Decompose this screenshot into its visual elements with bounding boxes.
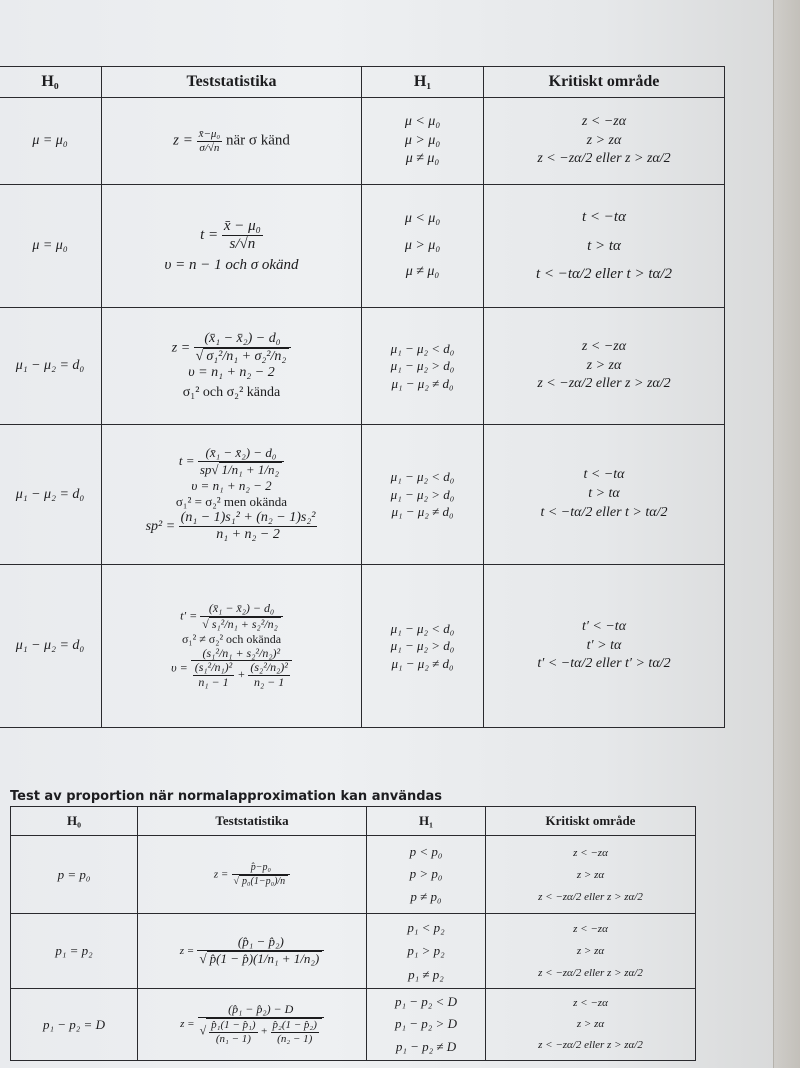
denominator: 1/n₁ + 1/n₂ bbox=[219, 462, 283, 478]
header-test-statistic: Teststatistika bbox=[138, 807, 367, 836]
header-h1: H₁ bbox=[367, 807, 486, 836]
statistic-cell bbox=[102, 308, 362, 425]
table-row bbox=[11, 914, 696, 989]
list-item: p₁ − p₂ ≠ D bbox=[395, 1038, 457, 1054]
statistic-cell bbox=[138, 836, 367, 914]
list-item: z > zα bbox=[576, 868, 605, 881]
list-item: z > zα bbox=[586, 132, 622, 148]
h0-cell: μ₁ − μ₂ = d₀ bbox=[0, 425, 102, 565]
sqrt-icon: √ bbox=[202, 616, 209, 631]
statistic-lhs: z = bbox=[171, 340, 191, 356]
fraction bbox=[209, 1019, 257, 1045]
plus-sign: + bbox=[260, 1025, 268, 1038]
header-test-statistic: Teststatistika bbox=[102, 67, 362, 98]
critical-region-cell bbox=[486, 836, 696, 914]
list-item: t < −tα/2 eller t > tα/2 bbox=[540, 504, 668, 520]
list-item: p₁ − p₂ < D bbox=[395, 994, 457, 1010]
critical-region-cell bbox=[484, 425, 725, 565]
list-item: μ₁ − μ₂ > d₀ bbox=[390, 638, 455, 654]
list-item: z < −zα bbox=[573, 923, 608, 935]
hypothesis-test-table bbox=[0, 66, 725, 728]
numerator: x̄ − μ₀ bbox=[223, 217, 261, 234]
h0-cell: p₁ − p₂ = D bbox=[11, 989, 138, 1061]
fraction bbox=[248, 661, 290, 690]
numerator: (s₁²/n₁ + s₂²/n₂)² bbox=[202, 645, 281, 660]
denominator: σ₁²/n₁ + σ₂²/n₂ bbox=[203, 348, 289, 365]
list-item: μ₁ − μ₂ ≠ d₀ bbox=[391, 655, 454, 671]
list-item: t > tα bbox=[587, 237, 621, 254]
fraction bbox=[232, 862, 291, 887]
list-item: p₁ − p₂ > D bbox=[395, 1016, 457, 1032]
sqrt-icon: √ bbox=[233, 875, 240, 887]
pooled-sd: sp bbox=[199, 461, 212, 477]
list-item: μ₁ − μ₂ < d₀ bbox=[390, 340, 455, 356]
degrees-of-freedom: υ = n₁ + n₂ − 2 bbox=[188, 365, 275, 381]
h0-cell: μ₁ − μ₂ = d₀ bbox=[0, 565, 102, 728]
pooled-variance-lhs: sp² = bbox=[145, 518, 176, 534]
critical-region-cell bbox=[484, 308, 725, 425]
h1-cell bbox=[362, 565, 484, 728]
list-item: t′ < −tα/2 eller t′ > tα/2 bbox=[537, 656, 671, 672]
h1-cell bbox=[362, 308, 484, 425]
section-caption: Test av proportion när normalapproximation kan användas bbox=[10, 789, 443, 804]
statistic-cell bbox=[102, 98, 362, 185]
numerator: (x̄₁ − x̄₂) − d₀ bbox=[208, 601, 275, 615]
list-item: p₁ < p₂ bbox=[407, 919, 445, 935]
critical-region-cell bbox=[484, 98, 725, 185]
denominator: σ/√n bbox=[197, 141, 223, 155]
list-item: μ > μ₀ bbox=[404, 132, 441, 148]
fraction bbox=[222, 218, 263, 254]
numerator: p̂−p₀ bbox=[250, 862, 271, 873]
sqrt-icon: √ bbox=[211, 461, 219, 477]
list-item: p > p₀ bbox=[409, 866, 443, 882]
list-item: z < −zα/2 eller z > zα/2 bbox=[537, 151, 671, 167]
list-item: z > zα bbox=[586, 357, 622, 373]
table-row bbox=[0, 185, 725, 308]
list-item: t < −tα bbox=[583, 467, 625, 483]
list-item: μ ≠ μ₀ bbox=[405, 264, 440, 280]
condition: σ₁² = σ₂² men okända bbox=[175, 493, 288, 509]
list-item: z > zα bbox=[576, 945, 605, 957]
statistic-cell bbox=[102, 425, 362, 565]
list-item: z < −zα/2 eller z > zα/2 bbox=[537, 376, 671, 392]
numerator: (s₁²/n₁)² bbox=[194, 660, 233, 675]
list-item: μ₁ − μ₂ > d₀ bbox=[390, 358, 455, 374]
h0-cell: μ₁ − μ₂ = d₀ bbox=[0, 308, 102, 425]
list-item: t′ < −tα bbox=[581, 618, 627, 634]
denominator: (n₂ − 1) bbox=[271, 1032, 319, 1046]
h0-cell: p = p₀ bbox=[11, 836, 138, 914]
header-critical-region: Kritiskt område bbox=[486, 807, 696, 836]
list-item: z < −zα bbox=[581, 113, 627, 129]
statistic-cell bbox=[102, 565, 362, 728]
h0-cell: μ = μ₀ bbox=[0, 98, 102, 185]
h0-cell: μ = μ₀ bbox=[0, 185, 102, 308]
list-item: μ > μ₀ bbox=[404, 237, 441, 253]
list-item: z < −zα bbox=[581, 338, 627, 354]
degrees-of-freedom: υ = n₁ + n₂ − 2 bbox=[191, 477, 272, 493]
denominator: p̂(1 − p̂)(1/n₁ + 1/n₂) bbox=[207, 951, 323, 967]
table-row bbox=[11, 989, 696, 1061]
table-header-row bbox=[11, 807, 696, 836]
denominator: (n₁ − 1) bbox=[209, 1032, 257, 1046]
list-item: μ₁ − μ₂ > d₀ bbox=[390, 486, 455, 502]
list-item: p₁ ≠ p₂ bbox=[408, 966, 444, 982]
welch-fraction bbox=[191, 647, 292, 690]
h1-cell bbox=[362, 98, 484, 185]
denominator: s₁²/n₁ + s₂²/n₂ bbox=[209, 617, 281, 632]
condition: σ₁² ≠ σ₂² och okända bbox=[181, 631, 282, 646]
list-item: t < −tα bbox=[582, 209, 626, 226]
list-item: p < p₀ bbox=[409, 844, 443, 860]
table-header-row bbox=[0, 67, 725, 98]
numerator: (s₂²/n₂)² bbox=[250, 660, 288, 675]
list-item: t′ > tα bbox=[586, 637, 622, 653]
table-row bbox=[0, 308, 725, 425]
h1-cell bbox=[362, 425, 484, 565]
fraction bbox=[193, 661, 235, 690]
critical-region-cell bbox=[486, 989, 696, 1061]
numerator: (p̂₁ − p̂₂) − D bbox=[228, 1002, 294, 1017]
denominator: s/√n bbox=[222, 235, 263, 253]
header-h1: H₁ bbox=[362, 67, 484, 98]
statistic-lhs: t = bbox=[178, 452, 195, 468]
fraction bbox=[197, 935, 324, 967]
header-h0: H₀ bbox=[11, 807, 138, 836]
plus-sign: + bbox=[237, 667, 246, 682]
list-item: p ≠ p₀ bbox=[410, 888, 442, 904]
fraction bbox=[179, 510, 318, 543]
h0-cell: p₁ = p₂ bbox=[11, 914, 138, 989]
list-item: μ₁ − μ₂ ≠ d₀ bbox=[391, 375, 454, 391]
statistic-cell bbox=[138, 914, 367, 989]
list-item: μ₁ − μ₂ ≠ d₀ bbox=[391, 504, 454, 520]
numerator: (p̂₁ − p̂₂) bbox=[237, 934, 284, 950]
list-item: z < −zα/2 eller z > zα/2 bbox=[538, 967, 643, 979]
condition: υ = n − 1 och σ okänd bbox=[164, 257, 299, 274]
list-item: z < −zα bbox=[573, 846, 608, 859]
condition: σ₁² och σ₂² kända bbox=[182, 385, 281, 401]
numerator: (x̄₁ − x̄₂) − d₀ bbox=[205, 444, 277, 460]
statistic-lhs: t′ = bbox=[180, 608, 198, 623]
denominator: n₂ − 1 bbox=[248, 675, 290, 690]
sqrt-icon: √ bbox=[195, 349, 204, 364]
fraction bbox=[194, 331, 292, 365]
list-item: z < −zα/2 eller z > zα/2 bbox=[538, 1038, 643, 1051]
statistic-cell bbox=[102, 185, 362, 308]
list-item: p₁ > p₂ bbox=[407, 943, 445, 959]
critical-region-cell bbox=[486, 914, 696, 989]
list-item: μ < μ₀ bbox=[404, 113, 441, 129]
fraction bbox=[198, 446, 284, 478]
list-item: z > zα bbox=[576, 1018, 605, 1031]
statistic-lhs: z = bbox=[180, 1018, 195, 1031]
critical-region-cell bbox=[484, 565, 725, 728]
table-row bbox=[11, 836, 696, 914]
table-row bbox=[0, 425, 725, 565]
header-critical-region: Kritiskt område bbox=[484, 67, 725, 98]
list-item: μ₁ − μ₂ < d₀ bbox=[390, 620, 455, 636]
list-item: z < −zα bbox=[573, 997, 608, 1010]
denominator: n₁ + n₂ − 2 bbox=[179, 526, 318, 543]
denominator: n₁ − 1 bbox=[193, 675, 235, 690]
fraction bbox=[198, 1003, 324, 1045]
h1-cell bbox=[362, 185, 484, 308]
numerator: x̄−μ₀ bbox=[198, 127, 221, 140]
list-item: t > tα bbox=[588, 486, 620, 502]
proportion-test-table bbox=[10, 806, 696, 1061]
denominator: p₀(1−p₀)/n bbox=[239, 875, 288, 888]
sqrt-icon: √ bbox=[199, 951, 207, 966]
statistic-lhs: z = bbox=[179, 944, 195, 957]
list-item: μ < μ₀ bbox=[404, 211, 441, 227]
table-row bbox=[0, 565, 725, 728]
list-item: μ₁ − μ₂ < d₀ bbox=[390, 469, 455, 485]
paper-edge bbox=[773, 0, 800, 1068]
h1-cell bbox=[367, 914, 486, 989]
statistic-lhs: z = bbox=[173, 132, 193, 149]
statistic-cell bbox=[138, 989, 367, 1061]
numerator: p̂₂(1 − p̂₂) bbox=[272, 1019, 317, 1032]
numerator: (x̄₁ − x̄₂) − d₀ bbox=[204, 330, 281, 346]
h1-cell bbox=[367, 989, 486, 1061]
statistic-lhs: t = bbox=[200, 226, 219, 243]
critical-region-cell bbox=[484, 185, 725, 308]
list-item: z < −zα/2 eller z > zα/2 bbox=[538, 890, 643, 903]
condition: när σ känd bbox=[225, 132, 290, 149]
sqrt-icon: √ bbox=[199, 1023, 207, 1038]
fraction bbox=[271, 1019, 319, 1045]
statistic-lhs: z = bbox=[213, 868, 229, 881]
fraction bbox=[197, 128, 223, 154]
numerator: (n₁ − 1)s₁² + (n₂ − 1)s₂² bbox=[180, 509, 316, 525]
list-item: t < −tα/2 eller t > tα/2 bbox=[535, 266, 673, 283]
h1-cell bbox=[367, 836, 486, 914]
numerator: p̂₁(1 − p̂₁) bbox=[211, 1019, 256, 1032]
header-h0: H₀ bbox=[0, 67, 102, 98]
dof-lhs: υ = bbox=[171, 660, 188, 675]
table-row bbox=[0, 98, 725, 185]
list-item: μ ≠ μ₀ bbox=[405, 151, 440, 167]
fraction bbox=[200, 602, 283, 632]
